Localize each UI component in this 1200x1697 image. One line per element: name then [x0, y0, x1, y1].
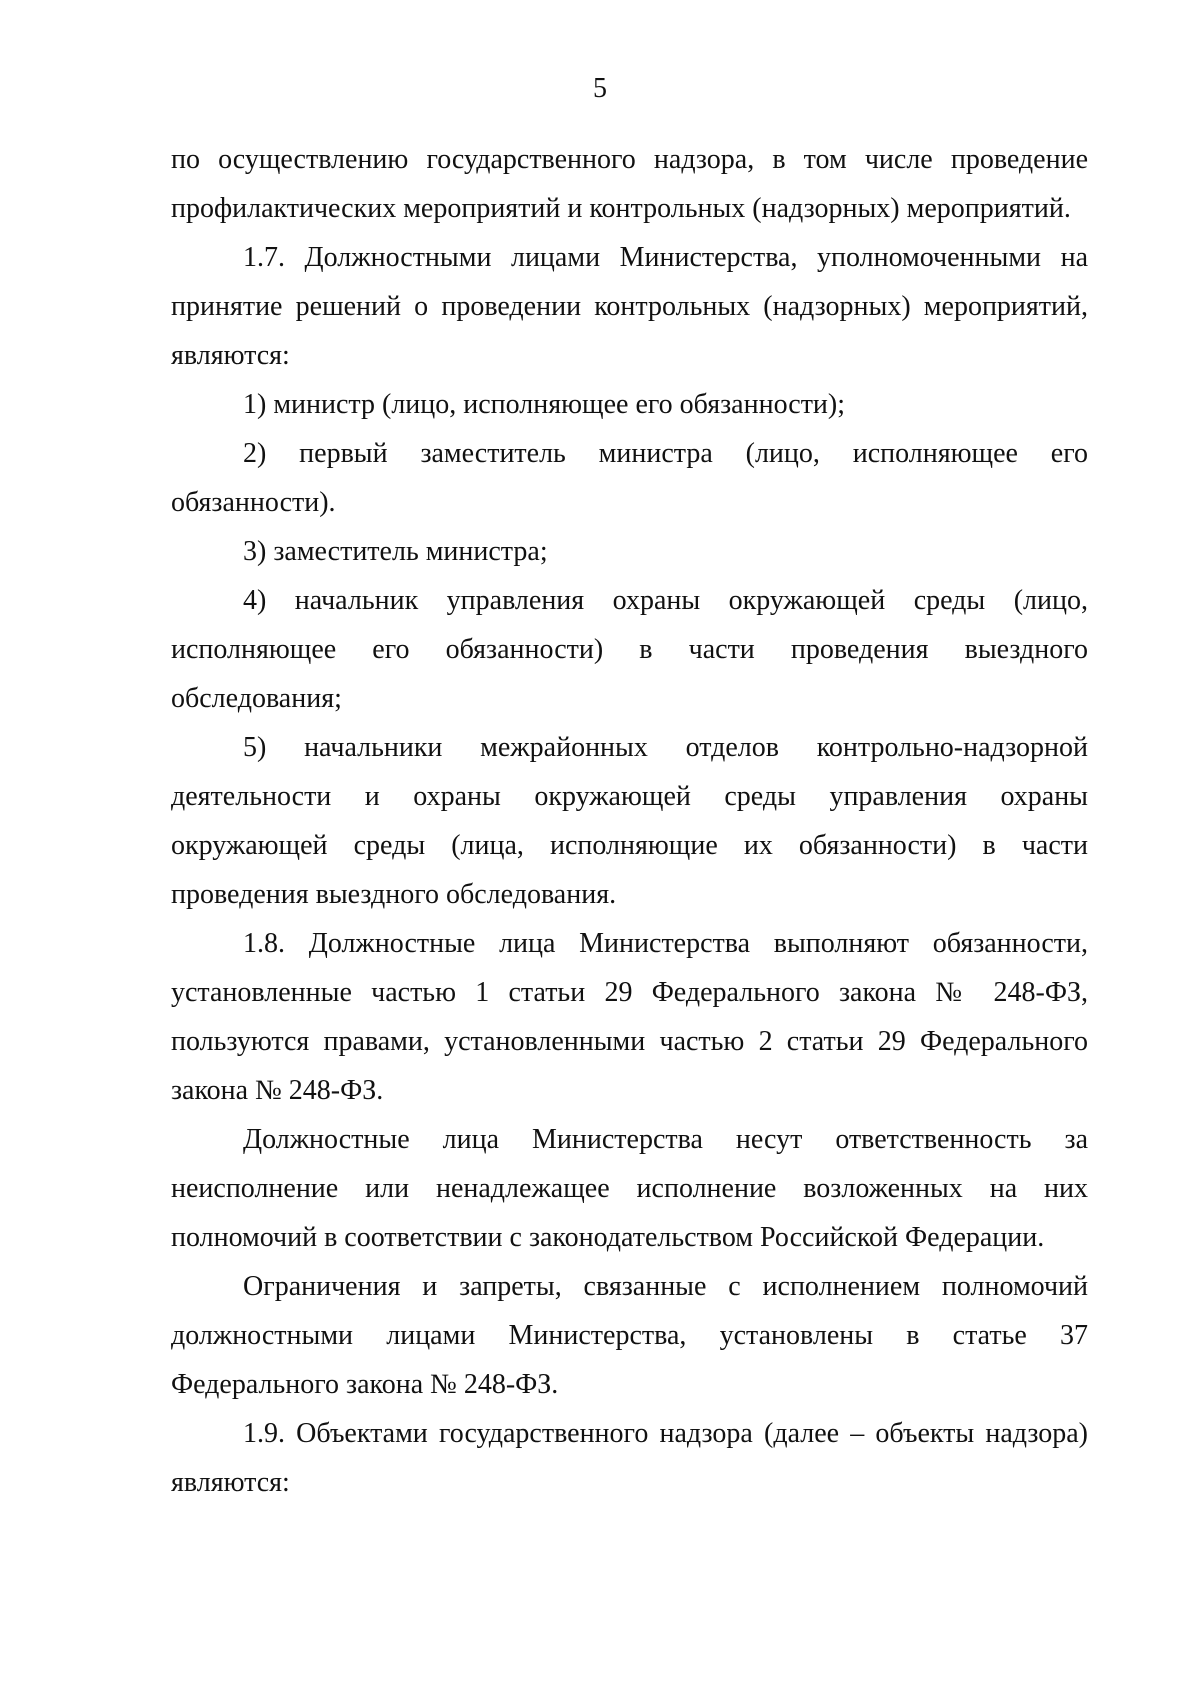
- document-body: [171, 135, 1088, 1507]
- paragraph-1-7: 1.7. Должностными лицами Министерства, уполномоченными на принятие решений о проведении контрольных (надзорных) мероприятий, являются:: [171, 242, 1088, 371]
- paragraph-1-8: 1.8. Должностные лица Министерства выполняют обязанности, установленные частью 1 статьи 29 Федерального закона № 248-ФЗ, пользуются правами, установленными частью 2 статьи 29 Федерального закона № 248-ФЗ.: [171, 928, 1088, 1106]
- paragraph-continuation: по осуществлению государственного надзора, в том числе проведение профилактических мероприятий и контрольных (надзорных) мероприятий.: [171, 144, 1088, 224]
- page-number: 5: [593, 73, 607, 104]
- list-item-5: 5) начальники межрайонных отделов контрольно-надзорной деятельности и охраны окружающей среды управления охраны окружающей среды (лица, исполняющие их обязанности) в части проведения выездного обследования.: [171, 732, 1088, 910]
- paragraph-responsibility: Должностные лица Министерства несут ответственность за неисполнение или ненадлежащее исполнение возложенных на них полномочий в соответствии с законодательством Российской Федерации.: [171, 1124, 1088, 1253]
- list-item-3: 3) заместитель министра;: [243, 536, 548, 567]
- list-item-4: 4) начальник управления охраны окружающей среды (лицо, исполняющее его обязанности) в части проведения выездного обследования;: [171, 585, 1088, 714]
- list-item-2: 2) первый заместитель министра (лицо, исполняющее его обязанности).: [171, 438, 1088, 518]
- paragraph-restrictions: Ограничения и запреты, связанные с исполнением полномочий должностными лицами Министерства, установлены в статье 37 Федерального закона № 248-ФЗ.: [171, 1271, 1088, 1400]
- list-item-1: 1) министр (лицо, исполняющее его обязанности);: [243, 389, 846, 420]
- paragraph-1-9: 1.9. Объектами государственного надзора (далее – объекты надзора) являются:: [171, 1418, 1088, 1498]
